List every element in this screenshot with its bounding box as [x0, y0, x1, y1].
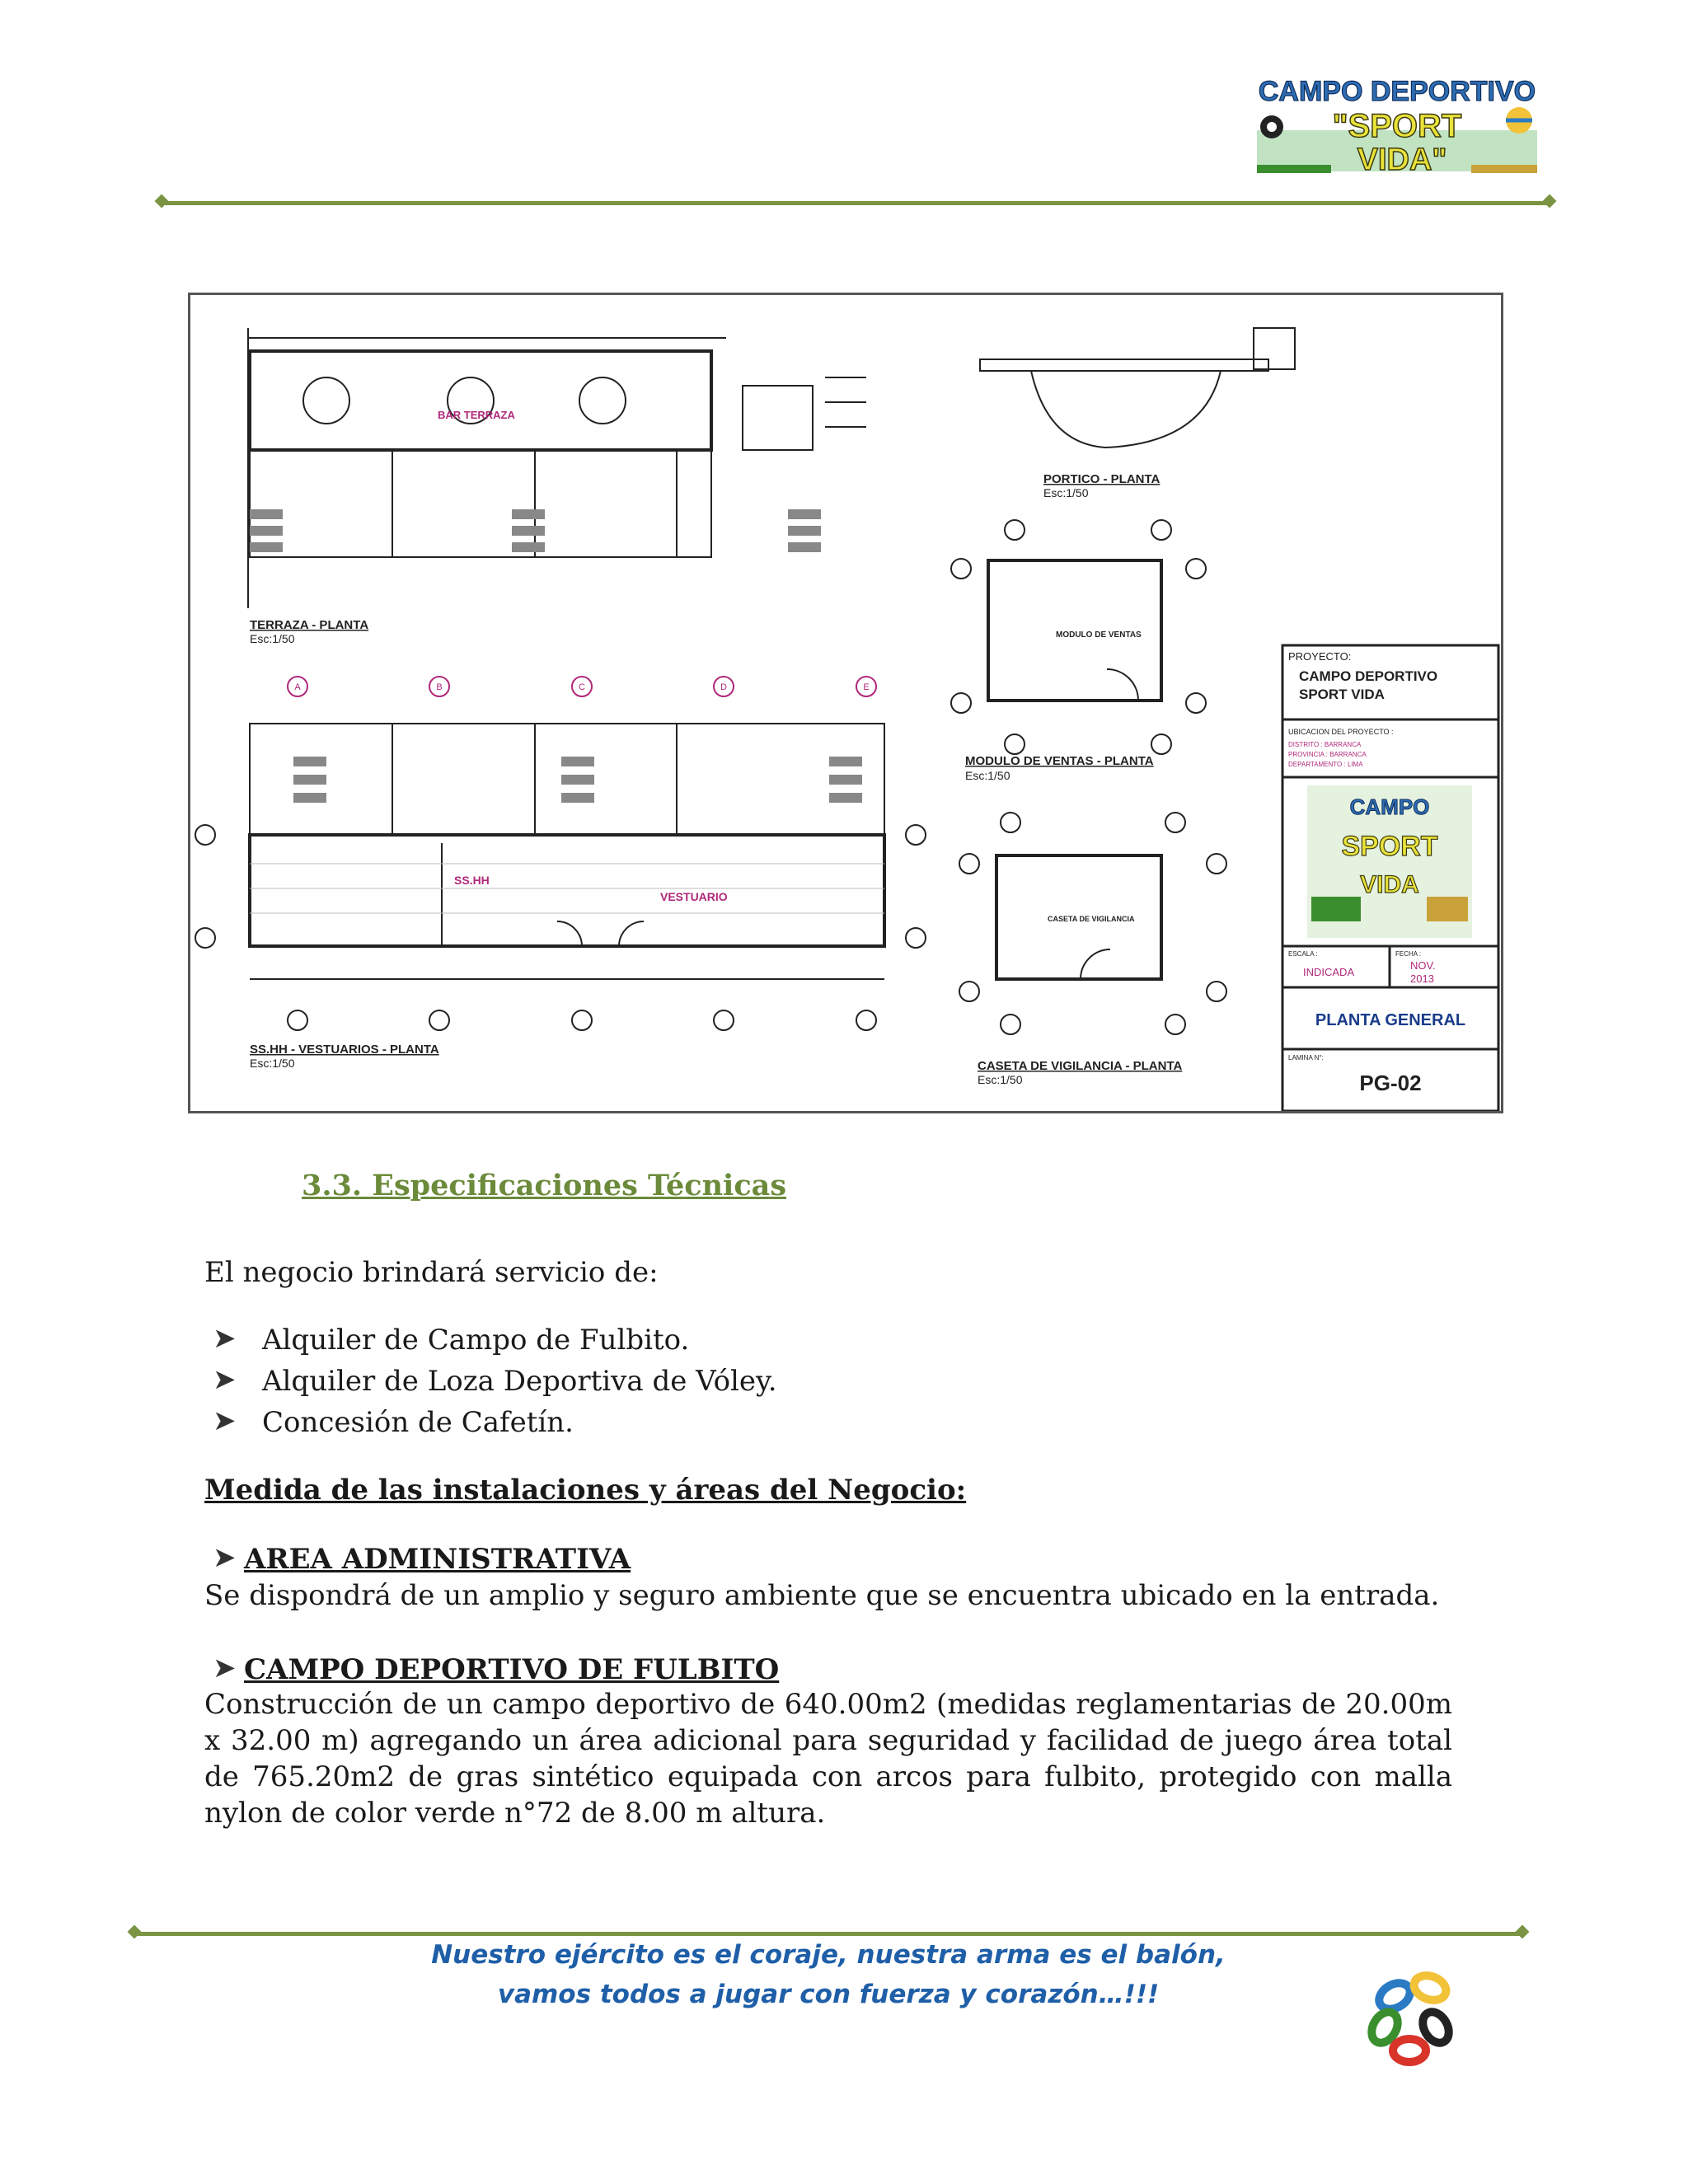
tb-fecha-label: FECHA : — [1395, 950, 1422, 958]
campo-deportivo-logo — [1240, 73, 1554, 180]
modulo-title: MODULO DE VENTAS - PLANTA — [965, 754, 1154, 768]
caseta-scale: Esc:1/50 — [978, 1073, 1023, 1086]
tb-ubicacion-label: UBICACION DEL PROYECTO : — [1288, 728, 1394, 736]
arrow-bullet-icon: ➤ — [213, 1322, 237, 1355]
areas-subheading: Medida de las instalaciones y áreas del Negocio: — [204, 1474, 967, 1507]
floor-plan-drawing — [188, 293, 1503, 1113]
title-block-logo — [1307, 785, 1472, 938]
intro-text: El negocio brindará servicio de: — [204, 1256, 659, 1289]
arrow-bullet-icon: ➤ — [213, 1363, 237, 1396]
svg-text:SPORT: SPORT — [1341, 831, 1438, 862]
tb-proyecto-line2: SPORT VIDA — [1299, 687, 1385, 702]
terraza-scale: Esc:1/50 — [250, 632, 295, 645]
logo-line3: VIDA" — [1357, 143, 1447, 177]
sshh-scale: Esc:1/50 — [250, 1057, 295, 1070]
logo-line1: CAMPO DEPORTIVO — [1258, 76, 1536, 107]
service-item: Alquiler de Loza Deportiva de Vóley. — [262, 1365, 777, 1398]
sshh-title: SS.HH - VESTUARIOS - PLANTA — [250, 1043, 439, 1057]
tb-escala-value: INDICADA — [1303, 966, 1355, 978]
modulo-scale: Esc:1/50 — [965, 769, 1010, 782]
header-rule — [163, 201, 1548, 205]
footer-slogan-line2: vamos todos a jugar con fuerza y corazón…!!! — [497, 1980, 1160, 2009]
footer-slogan-line1: Nuestro ejército es el coraje, nuestra arma es el balón, — [431, 1940, 1226, 1970]
area-fulbito-text: Construcción de un campo deportivo de 640.00m2 (medidas reglamentarias de 20.00m x 32.00 m) agregando un área adicional para seguridad y facilidad de juego área total de 765.20m2 de gras sintético equipada con arcos para fulbito, protegido con malla nylon de color verde n°72 de 8.00 m altura. — [204, 1688, 1452, 1830]
area-fulbito-title: CAMPO DEPORTIVO DE FULBITO — [244, 1653, 780, 1686]
svg-text:B: B — [436, 682, 443, 692]
terraza-title: TERRAZA - PLANTA — [250, 618, 369, 632]
rings-logo-icon — [1360, 1961, 1467, 2069]
tb-proyecto-line1: CAMPO DEPORTIVO — [1299, 668, 1438, 684]
area-admin-text: Se dispondrá de un amplio y seguro ambiente que se encuentra ubicado en la entrada. — [204, 1579, 1440, 1612]
portico-scale: Esc:1/50 — [1043, 486, 1089, 499]
tb-sheet-title: PLANTA GENERAL — [1315, 1011, 1466, 1029]
tb-proyecto-label: PROYECTO: — [1288, 650, 1352, 663]
svg-text:E: E — [863, 682, 870, 692]
svg-text:D: D — [720, 682, 727, 692]
caseta-label: CASETA DE VIGILANCIA — [1048, 915, 1135, 923]
bar-terraza-label: BAR TERRAZA — [438, 409, 515, 421]
svg-text:A: A — [294, 682, 301, 692]
tb-lamina-value: PG-02 — [1359, 1071, 1422, 1095]
tb-lamina-label: LAMINA N°: — [1288, 1054, 1324, 1062]
arrow-bullet-icon: ➤ — [213, 1404, 237, 1437]
service-item: Alquiler de Campo de Fulbito. — [262, 1324, 690, 1357]
tb-distrito: DISTRITO : BARRANCA — [1288, 741, 1362, 748]
arrow-bullet-icon: ➤ — [213, 1541, 237, 1574]
svg-text:C: C — [579, 682, 585, 692]
arrow-bullet-icon: ➤ — [213, 1652, 237, 1685]
modulo-label: MODULO DE VENTAS — [1056, 630, 1142, 640]
tb-provincia: PROVINCIA : BARRANCA — [1288, 751, 1367, 758]
area-admin-title: AREA ADMINISTRATIVA — [244, 1543, 631, 1576]
portico-title: PORTICO - PLANTA — [1043, 472, 1160, 486]
tb-fecha-value2: 2013 — [1410, 972, 1434, 985]
section-heading: 3.3. Especificaciones Técnicas — [302, 1169, 787, 1202]
service-item: Concesión de Cafetín. — [262, 1406, 574, 1439]
vestuario-label: VESTUARIO — [660, 890, 728, 903]
sshh-label: SS.HH — [454, 874, 490, 887]
svg-text:CAMPO: CAMPO — [1349, 794, 1430, 819]
svg-text:VIDA: VIDA — [1360, 871, 1419, 898]
caseta-title: CASETA DE VIGILANCIA - PLANTA — [978, 1059, 1183, 1073]
tb-escala-label: ESCALA : — [1288, 950, 1318, 958]
footer-rule — [136, 1932, 1521, 1936]
tb-departamento: DEPARTAMENTO : LIMA — [1288, 761, 1363, 768]
logo-line2: "SPORT — [1332, 108, 1462, 144]
tb-fecha-value1: NOV. — [1410, 959, 1436, 972]
